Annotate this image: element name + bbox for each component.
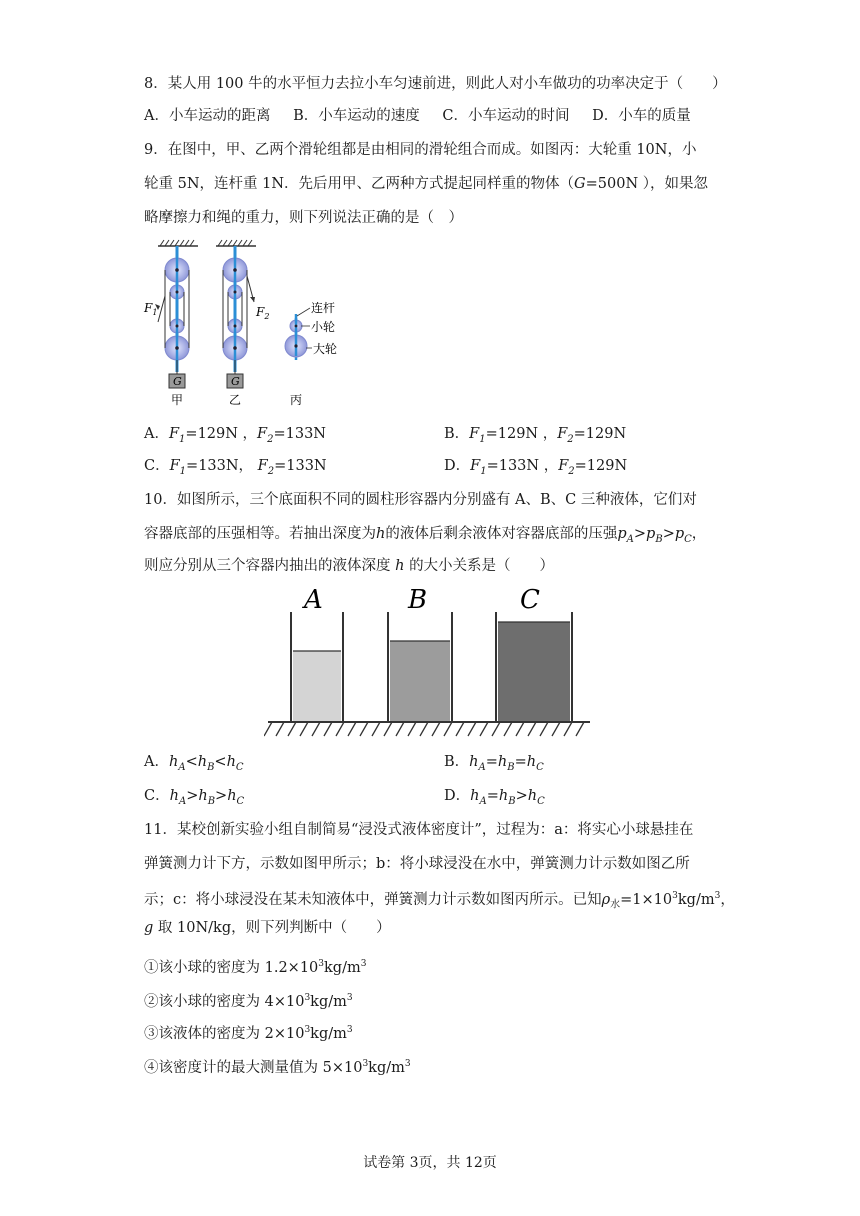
pulley-block-jia [155,246,189,388]
caption-yi: 乙 [229,393,242,407]
q10-line-1: 10．如图所示，三个底面积不同的圆柱形容器内分别盛有 A、B、C 三种液体，它们对 [144,492,697,508]
q9-line-2: 轮重 5N，连杆重 1N．先后用甲、乙两种方式提起同样重的物体（G=500N ），如果忽 [144,176,709,192]
q9-pulley-figure [140,236,380,412]
label-small-wheel: 小轮 [311,320,336,334]
pulley-detail-bing [285,308,312,360]
liquid-b [390,641,450,721]
page-footer: 试卷第 3页，共 12页 [363,1155,497,1171]
container-label-a: A [304,585,323,615]
q11-line-2: 弹簧测力计下方，示数如图甲所示；b：将小球浸没在水中，弹簧测力计示数如图乙所 [144,856,690,872]
label-f1: $F_1$ [144,301,158,317]
q10-line-3: 则应分别从三个容器内抽出的液体深度 h 的大小关系是（ ） [144,558,555,574]
label-large-wheel: 大轮 [313,342,338,356]
q8-option-a: A．小车运动的距离 [144,108,271,124]
q8-stem: 8．某人用 100 牛的水平恒力去拉小车匀速前进，则此人对小车做功的功率决定于（ ） [144,76,727,92]
ground [264,722,590,736]
q11-line-1: 11．某校创新实验小组自制简易“浸没式液体密度计”，过程为：a：将实心小球悬挂在 [144,822,694,838]
q10-option-b: B．$h_A=h_B=h_C$ [444,754,544,773]
container-label-b: B [408,585,428,615]
weight-label-jia: G [173,375,182,388]
q10-option-c: C．$h_A>h_B>h_C$ [144,788,245,807]
q10-option-d: D．$h_A=h_B>h_C$ [444,788,545,807]
q11-line-4: g 取 10N/kg，则下列判断中（ ） [144,920,391,936]
q8-options [144,106,709,126]
container-a [291,612,343,722]
weight-label-yi: G [231,375,240,388]
q9-option-d: D．$F_1=133N$ ，$F_2=129N$ [444,458,628,477]
q11-item-1: ①该小球的密度为 $1.2\times 10^3kg/m^3$ [144,959,367,976]
q10-line-2: 容器底部的压强相等。若抽出深度为h的液体后剩余液体对容器底部的压强$p_A>p_B>p_C$， [144,526,707,545]
q8-option-d: D．小车的质量 [592,108,691,124]
ceiling-jia [158,240,198,246]
caption-bing: 丙 [290,393,303,407]
q9-option-a: A．$F_1=129N$ ，$F_2=133N$ [144,426,326,445]
q8-option-b: B．小车运动的速度 [293,108,420,124]
q9-option-c: C．$F_1=133N$， $F_2=133N$ [144,458,327,477]
container-label-c: C [520,585,540,615]
q11-item-4: ④该密度计的最大测量值为 $5\times 10^3kg/m^3$ [144,1059,411,1076]
q11-item-3: ③该液体的密度为 $2\times 10^3kg/m^3$ [144,1025,353,1042]
q10-option-a: A．$h_A<h_B<h_C$ [144,754,244,773]
q11-line-3: 示；c：将小球浸没在某未知液体中，弹簧测力计示数如图丙所示。已知$\rho_水=1\times 10^3kg/m^3$， [144,891,735,911]
q11-item-2: ②该小球的密度为 $4\times 10^3kg/m^3$ [144,993,353,1010]
container-c [496,612,572,722]
container-b [388,612,452,722]
q10-containers-figure [264,584,594,744]
caption-jia: 甲 [171,393,184,407]
ceiling-yi [216,240,256,246]
pulley-block-yi [223,246,255,388]
q9-line-1: 9．在图中，甲、乙两个滑轮组都是由相同的滑轮组合而成。如图丙：大轮重 10N，小 [144,142,697,158]
liquid-c [498,622,570,721]
label-f2: $F_2$ [256,305,270,321]
liquid-a [293,651,341,721]
q8-option-c: C．小车运动的时间 [442,108,570,124]
label-connecting-rod: 连杆 [311,301,336,315]
q9-option-b: B．$F_1=129N$ ，$F_2=129N$ [444,426,627,445]
q9-line-3: 略摩擦力和绳的重力，则下列说法正确的是（ ） [144,210,463,226]
